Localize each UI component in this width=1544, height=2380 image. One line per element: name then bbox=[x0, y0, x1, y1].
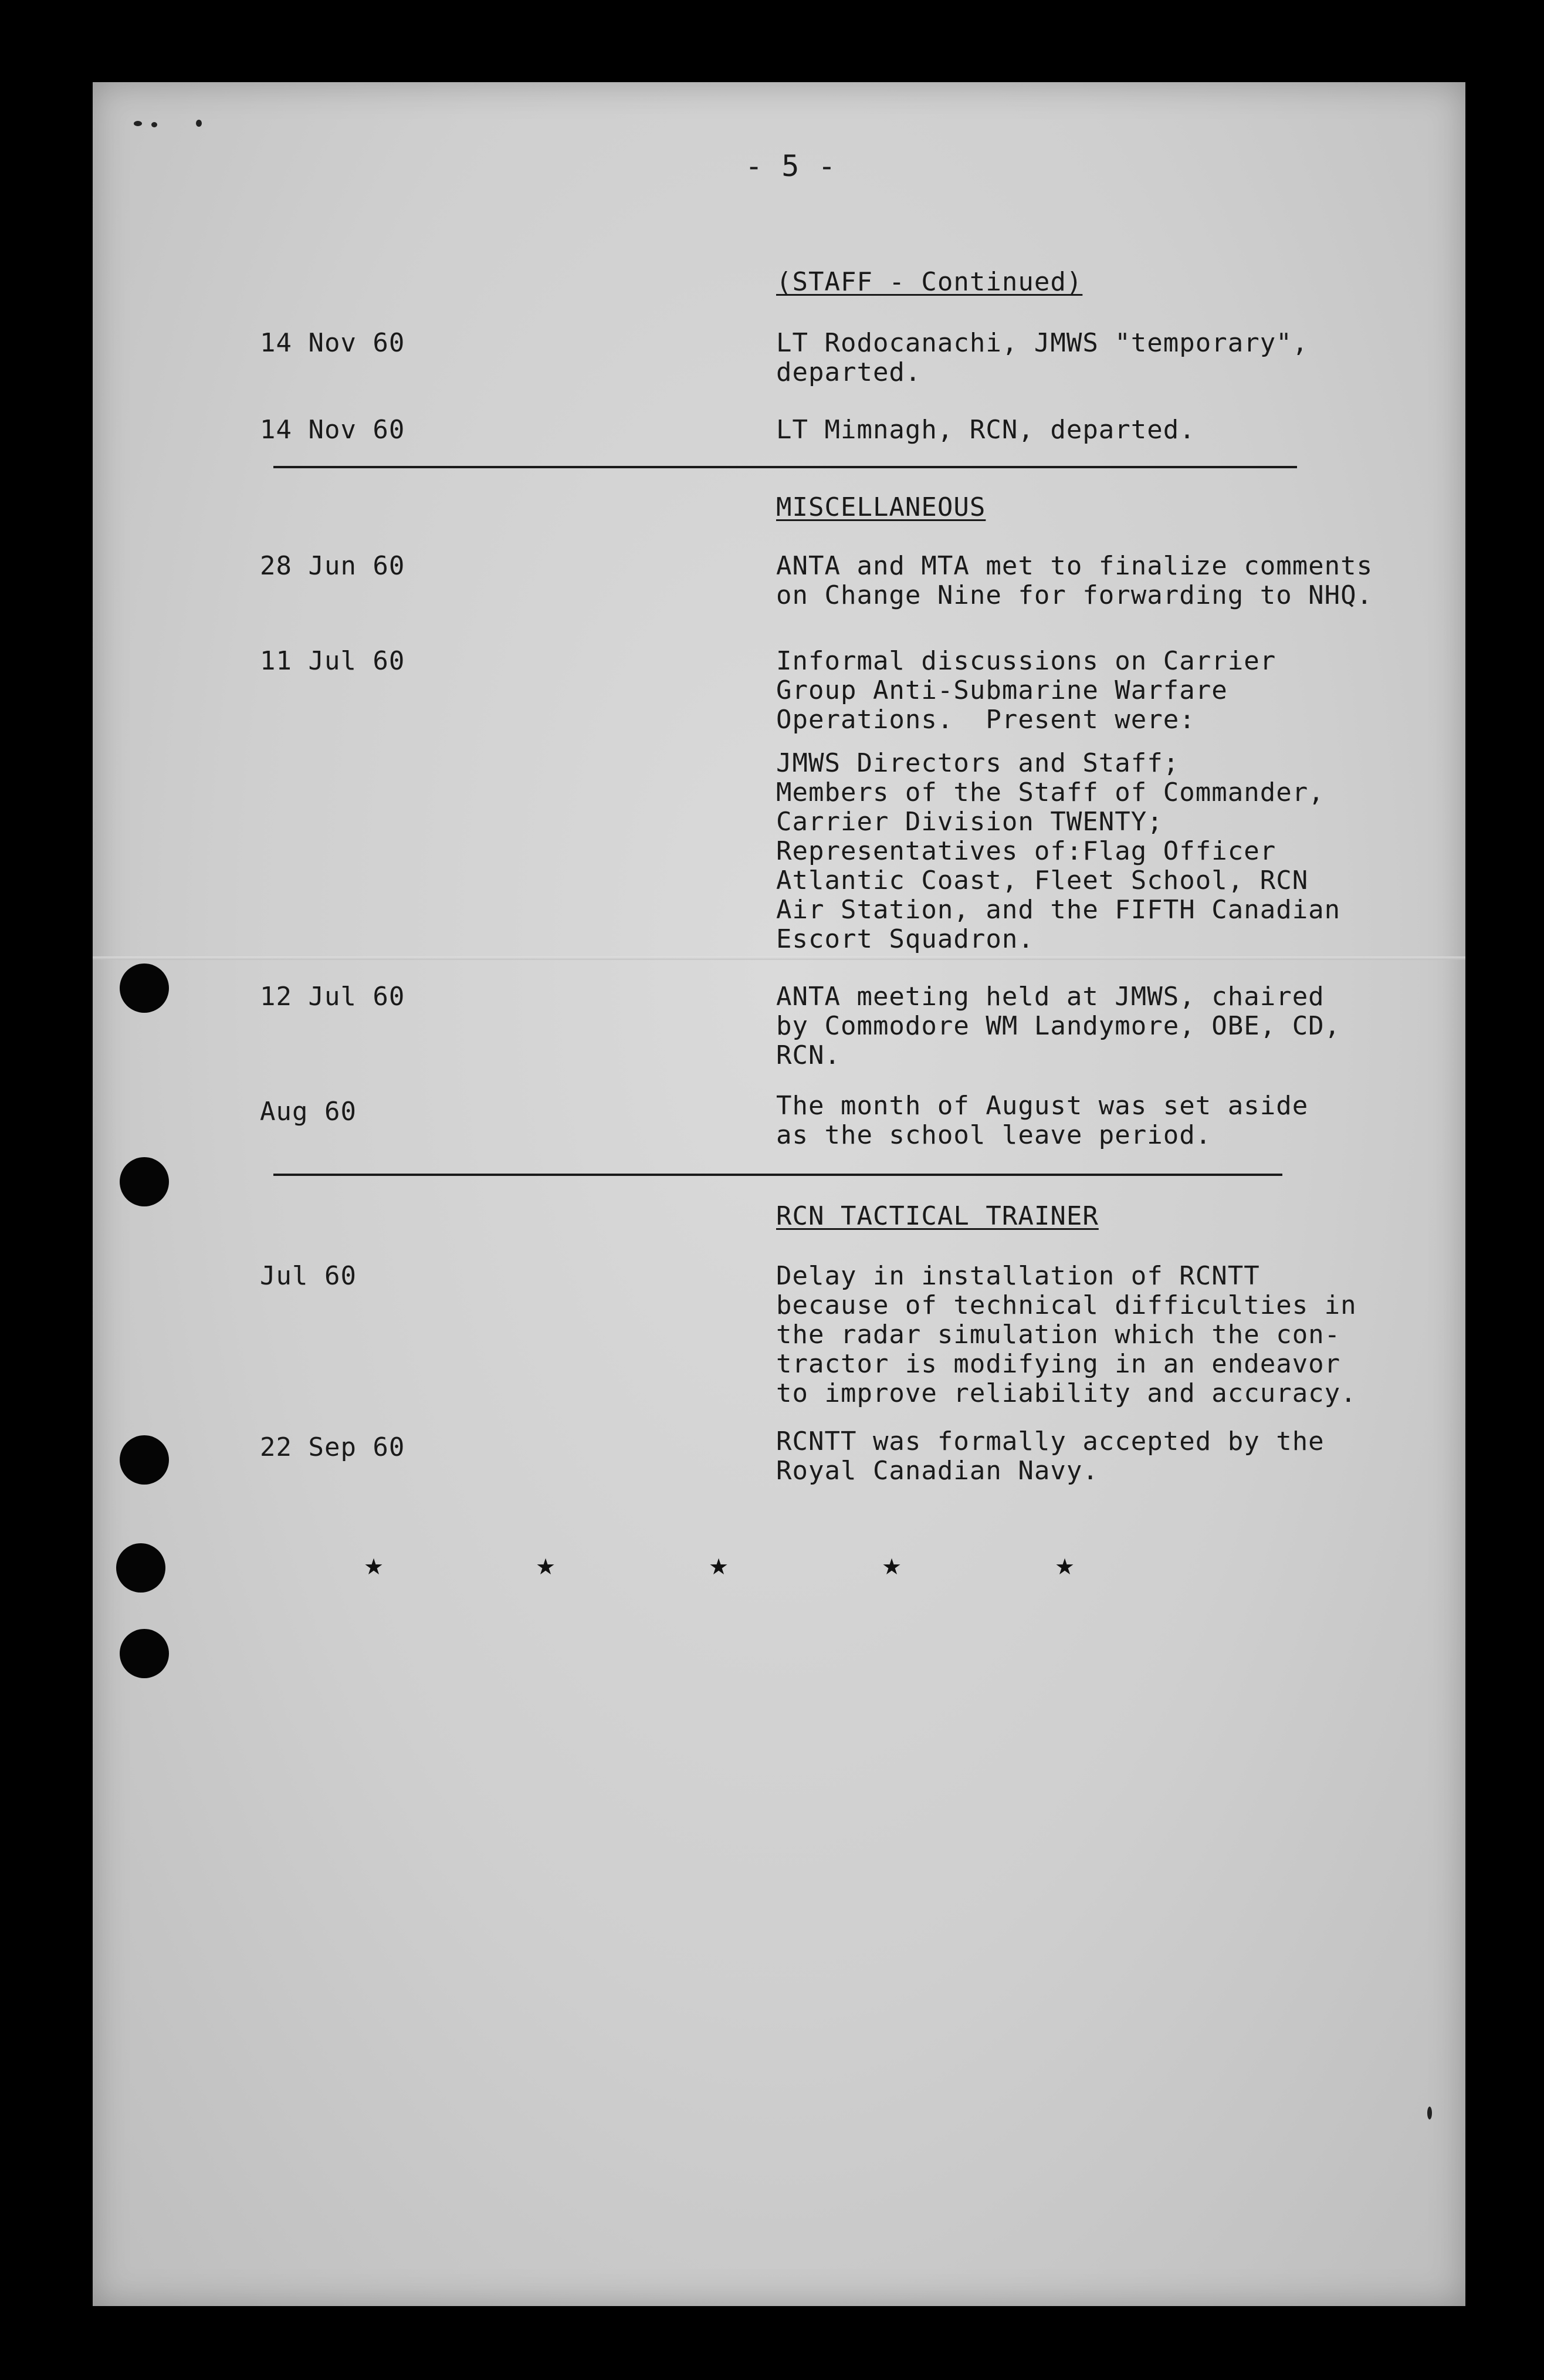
entry-date: 14 Nov 60 bbox=[260, 328, 405, 358]
section-heading-miscellaneous: MISCELLANEOUS bbox=[776, 492, 986, 522]
footer-star: ★ bbox=[1055, 1554, 1075, 1580]
entry-text: JMWS Directors and Staff; Members of the Staff of Commander, Carrier Division TWENTY; Representatives of:Flag Officer Atlantic Coast, Fleet School, RCN Air Station, and the FIFTH Canadian Escort Squadron. bbox=[776, 748, 1341, 954]
entry-text: LT Rodocanachi, JMWS "temporary", departed. bbox=[776, 328, 1309, 387]
page-number: - 5 - bbox=[745, 149, 837, 183]
entry-date: Aug 60 bbox=[260, 1097, 357, 1127]
footer-star: ★ bbox=[709, 1554, 729, 1580]
entry-text: LT Mimnagh, RCN, departed. bbox=[776, 415, 1196, 445]
entry-text: ANTA and MTA met to finalize comments on Change Nine for forwarding to NHQ. bbox=[776, 551, 1373, 610]
section-heading-tactical-trainer: RCN TACTICAL TRAINER bbox=[776, 1201, 1099, 1231]
footer-star: ★ bbox=[364, 1554, 384, 1580]
ink-speck bbox=[1427, 2107, 1432, 2119]
entry-text: RCNTT was formally accepted by the Royal Canadian Navy. bbox=[776, 1426, 1325, 1486]
ink-speck bbox=[196, 120, 202, 127]
entry-date: 12 Jul 60 bbox=[260, 982, 405, 1012]
punch-hole bbox=[120, 1629, 169, 1678]
section-divider bbox=[273, 466, 1297, 468]
punch-hole bbox=[120, 1435, 169, 1485]
entry-text: The month of August was set aside as the school leave period. bbox=[776, 1091, 1309, 1150]
entry-text: Delay in installation of RCNTT because of technical difficulties in the radar simulation which the con- tractor is modifying in an endeavor to improve reliability and accuracy. bbox=[776, 1261, 1357, 1408]
footer-star: ★ bbox=[882, 1554, 902, 1580]
entry-date: Jul 60 bbox=[260, 1261, 357, 1291]
page-fold bbox=[93, 956, 1465, 960]
ink-speck bbox=[134, 121, 142, 126]
entry-text: Informal discussions on Carrier Group Anti-Submarine Warfare Operations. Present were: bbox=[776, 646, 1276, 735]
entry-text: ANTA meeting held at JMWS, chaired by Commodore WM Landymore, OBE, CD, RCN. bbox=[776, 982, 1341, 1070]
punch-hole bbox=[120, 964, 169, 1013]
document-page bbox=[93, 82, 1465, 2306]
punch-hole bbox=[120, 1157, 169, 1206]
entry-date: 22 Sep 60 bbox=[260, 1432, 405, 1462]
entry-date: 14 Nov 60 bbox=[260, 415, 405, 445]
entry-date: 11 Jul 60 bbox=[260, 646, 405, 676]
section-divider bbox=[273, 1174, 1282, 1176]
footer-star: ★ bbox=[536, 1554, 556, 1580]
entry-date: 28 Jun 60 bbox=[260, 551, 405, 581]
ink-speck bbox=[151, 122, 157, 127]
punch-hole bbox=[116, 1543, 165, 1593]
section-heading-staff: (STAFF - Continued) bbox=[776, 267, 1083, 297]
